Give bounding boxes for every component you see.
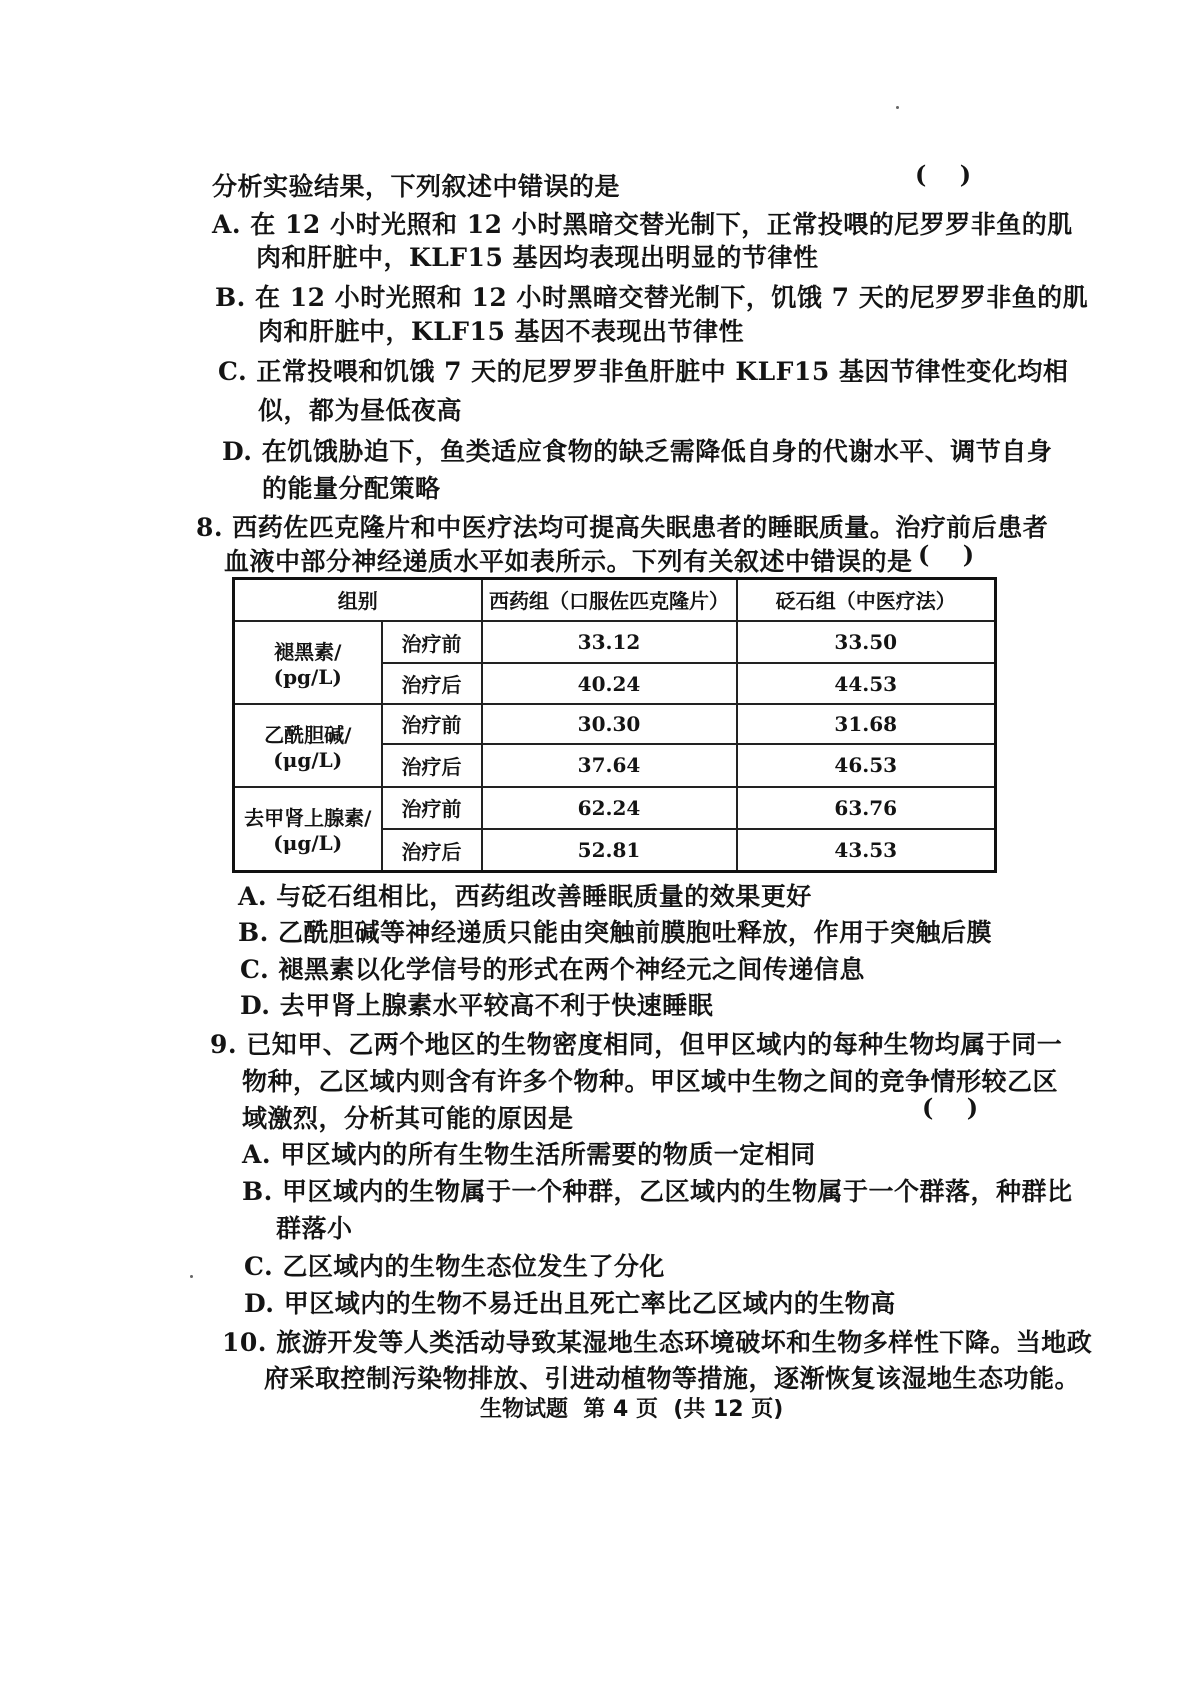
question-10-stem-line2: 府采取控制污染物排放、引进动植物等措施，逐渐恢复该湿地生态功能。 — [264, 1364, 1081, 1393]
phase-label: 治疗前 — [382, 787, 482, 829]
header-stone-group: 砭石组（中医疗法） — [737, 579, 996, 621]
row-label-unit: (pg/L) — [273, 664, 342, 689]
table-cell: 52.81 — [482, 829, 737, 872]
row-label-unit: (μg/L) — [273, 831, 343, 856]
question-8-stem-line2: 血液中部分神经递质水平如表所示。下列有关叙述中错误的是 — [224, 547, 913, 576]
table-row — [234, 704, 996, 744]
option-8c: C. 褪黑素以化学信号的形式在两个神经元之间传递信息 — [240, 955, 865, 984]
option-7b-line2: 肉和肝脏中，KLF15 基因不表现出节律性 — [258, 317, 745, 346]
option-7d-line2: 的能量分配策略 — [262, 474, 441, 503]
phase-label: 治疗前 — [382, 621, 482, 663]
option-7c-line2: 似，都为昼低夜高 — [258, 396, 463, 425]
option-9b-line1: B. 甲区域内的生物属于一个种群，乙区域内的生物属于一个群落，种群比 — [242, 1177, 1073, 1206]
option-9b-line2: 群落小 — [276, 1214, 353, 1243]
table-cell: 46.53 — [737, 744, 996, 786]
question-9-stem-line1: 9. 已知甲、乙两个地区的生物密度相同，但甲区域内的每种生物均属于同一 — [210, 1030, 1063, 1059]
row-label-name: 去甲肾上腺素/ — [244, 806, 372, 831]
row-label-name: 褪黑素/ — [274, 639, 342, 664]
answer-parenthesis: ( ) — [922, 1093, 979, 1122]
phase-label: 治疗后 — [382, 663, 482, 703]
row-label — [234, 704, 382, 787]
option-9d: D. 甲区域内的生物不易迁出且死亡率比乙区域内的生物高 — [244, 1289, 896, 1318]
row-label — [234, 621, 382, 704]
row-label-unit: (μg/L) — [273, 747, 343, 772]
table-cell: 33.50 — [737, 621, 996, 663]
phase-label: 治疗前 — [382, 704, 482, 744]
table-row — [234, 621, 996, 663]
option-9c: C. 乙区域内的生物生态位发生了分化 — [244, 1252, 665, 1281]
scan-speck — [896, 106, 899, 109]
phase-label: 治疗后 — [382, 829, 482, 872]
table-cell: 63.76 — [737, 787, 996, 829]
scan-speck — [190, 1275, 193, 1278]
table-cell: 33.12 — [482, 621, 737, 663]
table-cell: 31.68 — [737, 704, 996, 744]
neurotransmitter-table — [232, 577, 997, 873]
answer-parenthesis: ( ) — [918, 540, 975, 569]
option-8a: A. 与砭石组相比，西药组改善睡眠质量的效果更好 — [238, 882, 812, 911]
option-9a: A. 甲区域内的所有生物生活所需要的物质一定相同 — [242, 1140, 816, 1169]
option-7a-line2: 肉和肝脏中，KLF15 基因均表现出明显的节律性 — [256, 243, 819, 272]
table-cell: 30.30 — [482, 704, 737, 744]
row-label — [234, 787, 382, 872]
table-header-row — [234, 579, 996, 621]
answer-parenthesis: ( ) — [915, 160, 972, 189]
table-cell: 37.64 — [482, 744, 737, 786]
question-10-stem-line1: 10. 旅游开发等人类活动导致某湿地生态环境破坏和生物多样性下降。当地政 — [222, 1328, 1093, 1357]
row-label-name: 乙酰胆碱/ — [264, 722, 352, 747]
page-footer: 生物试题 第 4 页 (共 12 页) — [480, 1397, 784, 1422]
header-western-group: 西药组（口服佐匹克隆片） — [482, 579, 737, 621]
option-8d: D. 去甲肾上腺素水平较高不利于快速睡眠 — [240, 991, 714, 1020]
table-row — [234, 787, 996, 829]
question-7-stem: 分析实验结果，下列叙述中错误的是 — [212, 172, 621, 201]
question-9-stem-line2: 物种，乙区域内则含有许多个物种。甲区域中生物之间的竞争情形较乙区 — [242, 1067, 1059, 1096]
option-8b: B. 乙酰胆碱等神经递质只能由突触前膜胞吐释放，作用于突触后膜 — [238, 918, 993, 947]
table-cell: 44.53 — [737, 663, 996, 703]
question-9-stem-line3: 域激烈，分析其可能的原因是 — [242, 1104, 574, 1133]
question-8-stem-line1: 8. 西药佐匹克隆片和中医疗法均可提高失眠患者的睡眠质量。治疗前后患者 — [196, 513, 1049, 542]
header-group: 组别 — [234, 579, 482, 621]
option-7d-line1: D. 在饥饿胁迫下，鱼类适应食物的缺乏需降低自身的代谢水平、调节自身 — [222, 437, 1053, 466]
option-7a-line1: A. 在 12 小时光照和 12 小时黑暗交替光制下，正常投喂的尼罗罗非鱼的肌 — [212, 210, 1073, 239]
table-cell: 43.53 — [737, 829, 996, 872]
phase-label: 治疗后 — [382, 744, 482, 786]
option-7b-line1: B. 在 12 小时光照和 12 小时黑暗交替光制下，饥饿 7 天的尼罗罗非鱼的肌 — [215, 283, 1089, 312]
table-cell: 62.24 — [482, 787, 737, 829]
table-cell: 40.24 — [482, 663, 737, 703]
option-7c-line1: C. 正常投喂和饥饿 7 天的尼罗罗非鱼肝脏中 KLF15 基因节律性变化均相 — [218, 357, 1069, 386]
